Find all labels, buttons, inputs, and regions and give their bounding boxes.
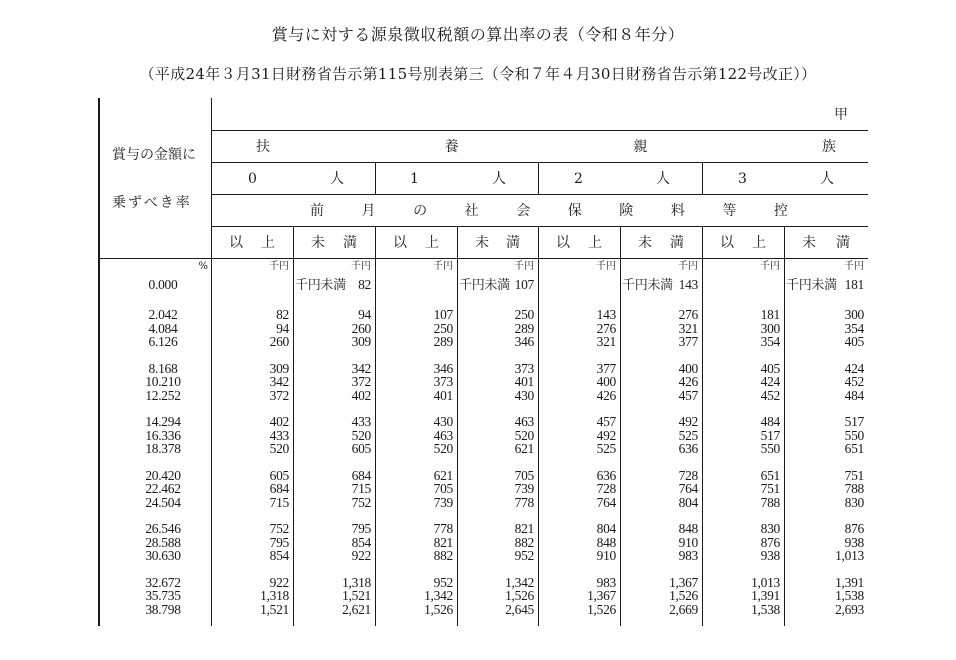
group-2-count: 2 [574, 171, 583, 187]
value-cell: 848 [678, 521, 698, 536]
value-cell: 517 [844, 414, 864, 429]
note-cell: 千円未満 [295, 277, 346, 292]
value-cell: 2,645 [505, 601, 534, 617]
rate-cell: 24.504 [145, 494, 181, 510]
document-title: 賞与に対する源泉徴収税額の算出率の表（令和８年分） [271, 25, 685, 44]
value-cell: 2,621 [342, 601, 371, 617]
header-char: 以 [556, 235, 570, 251]
value-cell: 426 [678, 374, 698, 389]
header-divider-2 [211, 162, 868, 163]
rate-cell: 14.294 [145, 414, 181, 429]
value-cell: 751 [844, 467, 864, 483]
value-cell: 1,367 [587, 588, 616, 603]
header-char: 満 [506, 235, 520, 251]
group-2-unit: 人 [656, 171, 670, 187]
value-cell: 1,526 [587, 601, 616, 617]
thousand-yen-unit: 千円 [760, 261, 780, 272]
withholding-rate-table [98, 98, 868, 626]
header-char: 保 [567, 203, 582, 219]
value-cell: 795 [351, 521, 371, 536]
header-char: 社 [464, 203, 479, 219]
header-char: 上 [752, 235, 766, 251]
row-label-line-2: 乗ずべき率 [112, 195, 192, 211]
value-cell: 520 [269, 441, 289, 456]
thousand-yen-unit: 千円 [844, 261, 864, 272]
value-cell: 854 [269, 548, 289, 563]
value-cell: 854 [351, 534, 371, 550]
rate-cell: 10.210 [145, 374, 181, 389]
header-char: 以 [393, 235, 407, 251]
value-cell: 373 [433, 374, 453, 389]
header-char: の [413, 203, 428, 219]
rate-cell: 35.735 [145, 588, 181, 603]
value-cell: 983 [678, 548, 698, 563]
value-cell: 250 [433, 320, 453, 336]
value-cell: 739 [433, 494, 453, 510]
value-cell: 107 [433, 307, 453, 322]
value-cell: 1,342 [424, 588, 453, 603]
value-cell: 525 [596, 441, 616, 456]
value-cell: 401 [514, 374, 534, 389]
header-char: 満 [836, 235, 850, 251]
value-cell: 373 [514, 360, 534, 376]
header-char: 上 [588, 235, 602, 251]
row-label-line-1: 賞与の金額に [112, 147, 196, 163]
value-cell: 1,013 [751, 574, 780, 590]
value-cell: 517 [760, 427, 780, 443]
value-cell: 82 [276, 307, 289, 322]
value-cell: 402 [269, 414, 289, 429]
miman-header [638, 234, 684, 252]
value-cell: 876 [844, 521, 864, 536]
value-cell: 463 [433, 427, 453, 443]
rate-cell: 22.462 [145, 481, 181, 496]
rate-cell: 2.042 [148, 307, 178, 322]
value-cell: 848 [596, 534, 616, 550]
value-cell: 289 [433, 334, 453, 349]
value-cell: 181 [760, 307, 780, 322]
value-cell: 882 [514, 534, 534, 550]
value-cell: 82 [358, 277, 371, 292]
value-cell: 728 [678, 467, 698, 483]
group-0-count: 0 [248, 171, 257, 187]
value-cell: 452 [844, 374, 864, 389]
value-cell: 346 [433, 360, 453, 376]
value-cell: 250 [514, 307, 534, 322]
value-cell: 778 [514, 494, 534, 510]
value-cell: 605 [351, 441, 371, 456]
value-cell: 143 [596, 307, 616, 322]
group-divider-3 [702, 162, 703, 194]
header-char: 未 [311, 235, 325, 251]
value-cell: 289 [514, 320, 534, 336]
note-cell: 千円未満 [622, 277, 673, 292]
value-cell: 1,526 [424, 601, 453, 617]
header-divider-3 [211, 194, 868, 195]
header-char: 上 [261, 235, 275, 251]
value-cell: 1,391 [835, 574, 864, 590]
header-char: 未 [475, 235, 489, 251]
value-cell: 457 [678, 387, 698, 403]
value-cell: 550 [844, 427, 864, 443]
rate-cell: 18.378 [145, 441, 181, 456]
value-cell: 1,318 [342, 574, 371, 590]
group-divider-1 [375, 162, 376, 194]
value-cell: 938 [760, 548, 780, 563]
thousand-yen-unit: 千円 [351, 261, 371, 272]
value-cell: 405 [760, 360, 780, 376]
value-cell: 405 [844, 334, 864, 349]
value-cell: 354 [760, 334, 780, 349]
value-cell: 739 [514, 481, 534, 496]
value-cell: 400 [596, 374, 616, 389]
rate-cell: 12.252 [145, 387, 181, 403]
header-char: 控 [773, 203, 788, 219]
header-char: 前 [310, 203, 324, 219]
value-cell: 938 [844, 534, 864, 550]
value-cell: 1,342 [505, 574, 534, 590]
value-cell: 484 [760, 414, 780, 429]
value-cell: 430 [433, 414, 453, 429]
value-cell: 830 [760, 521, 780, 536]
thousand-yen-unit: 千円 [678, 261, 698, 272]
value-cell: 321 [678, 320, 698, 336]
value-cell: 684 [351, 467, 371, 483]
value-cell: 1,521 [260, 601, 289, 617]
thousand-yen-unit: 千円 [596, 261, 616, 272]
value-cell: 1,367 [669, 574, 698, 590]
value-cell: 764 [678, 481, 698, 496]
value-cell: 424 [844, 360, 864, 376]
value-cell: 636 [678, 441, 698, 456]
value-cell: 1,521 [342, 588, 371, 603]
value-cell: 728 [596, 481, 616, 496]
value-cell: 715 [351, 481, 371, 496]
dependents-char: 親 [633, 139, 648, 155]
value-cell: 605 [269, 467, 289, 483]
value-cell: 401 [433, 387, 453, 403]
header-char: 会 [516, 203, 531, 219]
value-cell: 452 [760, 387, 780, 403]
value-cell: 952 [433, 574, 453, 590]
note-cell: 千円未満 [459, 277, 510, 292]
value-cell: 400 [678, 360, 698, 376]
rate-cell: 26.546 [145, 521, 181, 536]
value-cell: 821 [433, 534, 453, 550]
value-cell: 804 [678, 494, 698, 510]
value-cell: 1,526 [505, 588, 534, 603]
value-cell: 94 [276, 320, 289, 336]
value-cell: 377 [596, 360, 616, 376]
miman-header [475, 234, 520, 252]
ijo-header [229, 234, 275, 252]
group-1-unit: 人 [492, 171, 506, 187]
document-subtitle: （平成24年３月31日財務省告示第115号別表第三（令和７年４月30日財務省告示第122号改正）） [139, 65, 817, 83]
value-cell: 300 [760, 320, 780, 336]
value-cell: 705 [514, 467, 534, 483]
value-cell: 309 [269, 360, 289, 376]
miman-header [311, 234, 357, 252]
value-cell: 402 [351, 387, 371, 403]
value-cell: 492 [678, 414, 698, 429]
value-cell: 492 [596, 427, 616, 443]
value-cell: 342 [351, 360, 371, 376]
value-cell: 433 [269, 427, 289, 443]
ijo-header [720, 234, 766, 252]
value-cell: 484 [844, 387, 864, 403]
value-cell: 424 [760, 374, 780, 389]
value-cell: 752 [351, 494, 371, 510]
value-cell: 276 [678, 307, 698, 322]
ijo-header [393, 234, 439, 252]
value-cell: 788 [844, 481, 864, 496]
value-cell: 260 [351, 320, 371, 336]
rate-cell: 4.084 [148, 320, 178, 336]
header-char: 月 [361, 203, 376, 219]
value-cell: 621 [514, 441, 534, 456]
rate-cell: 28.588 [145, 534, 181, 550]
group-0-unit: 人 [330, 171, 344, 187]
value-cell: 1,538 [751, 601, 780, 617]
value-cell: 922 [269, 574, 289, 590]
value-cell: 1,391 [751, 588, 780, 603]
group-1-count: 1 [410, 171, 419, 187]
value-cell: 788 [760, 494, 780, 510]
value-cell: 520 [433, 441, 453, 456]
note-cell: 千円未満 [786, 277, 837, 292]
miman-header [802, 234, 850, 252]
header-char: 上 [425, 235, 439, 251]
rate-cell: 6.126 [148, 334, 178, 349]
value-cell: 107 [514, 277, 534, 292]
header-bottom-border [98, 258, 868, 259]
value-cell: 983 [596, 574, 616, 590]
thousand-yen-unit: 千円 [514, 261, 534, 272]
value-cell: 952 [514, 548, 534, 563]
group-divider-2 [538, 162, 539, 194]
value-cell: 705 [433, 481, 453, 496]
value-cell: 621 [433, 467, 453, 483]
value-cell: 651 [760, 467, 780, 483]
value-cell: 876 [760, 534, 780, 550]
value-cell: 651 [844, 441, 864, 456]
thousand-yen-unit: 千円 [269, 261, 289, 272]
value-cell: 778 [433, 521, 453, 536]
value-cell: 2,693 [835, 601, 864, 617]
prev-month-insurance-header [310, 202, 788, 220]
thousand-yen-unit: 千円 [433, 261, 453, 272]
value-cell: 430 [514, 387, 534, 403]
value-cell: 764 [596, 494, 616, 510]
value-cell: 520 [514, 427, 534, 443]
value-cell: 276 [596, 320, 616, 336]
value-cell: 636 [596, 467, 616, 483]
value-cell: 457 [596, 414, 616, 429]
rate-cell: 20.420 [145, 467, 181, 483]
header-divider-1 [211, 130, 868, 131]
table-left-border [98, 98, 100, 626]
rate-cell: 16.336 [145, 427, 181, 443]
value-cell: 804 [596, 521, 616, 536]
value-cell: 922 [351, 548, 371, 563]
value-cell: 525 [678, 427, 698, 443]
header-char: 未 [638, 235, 652, 251]
value-cell: 910 [678, 534, 698, 550]
dependents-char: 扶 [256, 139, 270, 155]
kou-column-label: 甲 [834, 107, 848, 123]
value-cell: 751 [760, 481, 780, 496]
value-cell: 684 [269, 481, 289, 496]
value-cell: 1,526 [669, 588, 698, 603]
value-cell: 463 [514, 414, 534, 429]
value-cell: 520 [351, 427, 371, 443]
value-cell: 143 [678, 277, 698, 292]
value-cell: 882 [433, 548, 453, 563]
ijo-header [556, 234, 602, 252]
percent-unit: % [198, 261, 208, 272]
header-char: 等 [722, 203, 737, 219]
header-char: 以 [229, 235, 243, 251]
value-cell: 426 [596, 387, 616, 403]
header-char: 以 [720, 235, 734, 251]
value-cell: 795 [269, 534, 289, 550]
value-cell: 1,013 [835, 548, 864, 563]
value-cell: 300 [844, 307, 864, 322]
value-cell: 377 [678, 334, 698, 349]
rate-cell: 30.630 [145, 548, 181, 563]
value-cell: 94 [358, 307, 371, 322]
dependents-header [256, 138, 836, 156]
header-char: 険 [619, 203, 634, 219]
value-cell: 715 [269, 494, 289, 510]
group-3-count: 3 [738, 171, 747, 187]
value-cell: 910 [596, 548, 616, 563]
value-cell: 372 [351, 374, 371, 389]
group-3-unit: 人 [820, 171, 834, 187]
value-cell: 260 [269, 334, 289, 349]
header-char: 未 [802, 235, 816, 251]
rate-cell: 32.672 [145, 574, 181, 590]
header-char: 満 [670, 235, 684, 251]
value-cell: 433 [351, 414, 371, 429]
value-cell: 342 [269, 374, 289, 389]
value-cell: 821 [514, 521, 534, 536]
header-divider-4 [211, 226, 868, 227]
value-cell: 372 [269, 387, 289, 403]
dependents-char: 族 [821, 139, 836, 155]
rate-cell: 38.798 [145, 601, 181, 617]
value-cell: 550 [760, 441, 780, 456]
value-cell: 1,538 [835, 588, 864, 603]
value-cell: 181 [844, 277, 864, 292]
dependents-char: 養 [444, 139, 459, 155]
value-cell: 2,669 [669, 601, 698, 617]
value-cell: 752 [269, 521, 289, 536]
value-cell: 346 [514, 334, 534, 349]
header-char: 料 [670, 203, 685, 219]
value-cell: 1,318 [260, 588, 289, 603]
value-cell: 354 [844, 320, 864, 336]
value-cell: 321 [596, 334, 616, 349]
value-cell: 309 [351, 334, 371, 349]
value-cell: 830 [844, 494, 864, 510]
rate-cell: 8.168 [148, 360, 178, 376]
header-char: 満 [343, 235, 357, 251]
rate-cell: 0.000 [148, 277, 178, 292]
